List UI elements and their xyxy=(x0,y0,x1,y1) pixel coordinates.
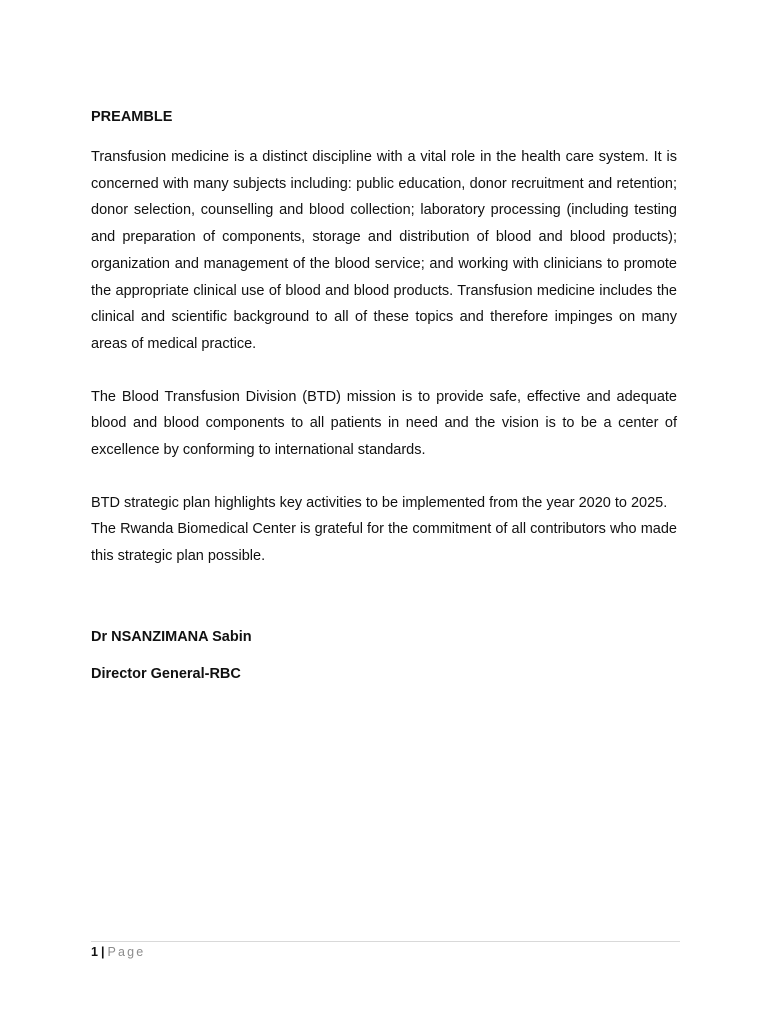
page-number: 1 xyxy=(91,945,98,959)
footer-separator: | xyxy=(100,945,105,959)
section-heading: PREAMBLE xyxy=(91,109,173,125)
paragraph-transfusion-medicine: Transfusion medicine is a distinct discipline with a vital role in the health care system. It is concerned with many subjects including: public education, donor recruitment and retention; donor selection, counselling and blood collection; laboratory processing (including testing and preparation of components, storage and distribution of blood and blood products); organization and management of the blood service; and working with clinicians to promote the appropriate clinical use of blood and blood products. Transfusion medicine includes the clinical and scientific background to all of these topics and therefore impinges on many areas of medical practice. xyxy=(91,149,677,352)
page-footer xyxy=(91,944,145,960)
page-label: Page xyxy=(107,945,146,959)
page-content xyxy=(91,107,677,684)
signatory-name: Dr NSANZIMANA Sabin xyxy=(91,628,252,645)
signatory-title: Director General-RBC xyxy=(91,665,241,682)
paragraph-strategic-plan: BTD strategic plan highlights key activities to be implemented from the year 2020 to 2025. xyxy=(91,494,668,511)
paragraph-acknowledgement: The Rwanda Biomedical Center is grateful for the commitment of all contributors who made this strategic plan possible. xyxy=(91,521,677,565)
paragraph-btd-mission: The Blood Transfusion Division (BTD) mission is to provide safe, effective and adequate blood and blood components to all patients in need and the vision is to be a center of excellence by conforming to international standards. xyxy=(91,388,677,459)
footer-divider xyxy=(91,941,680,942)
